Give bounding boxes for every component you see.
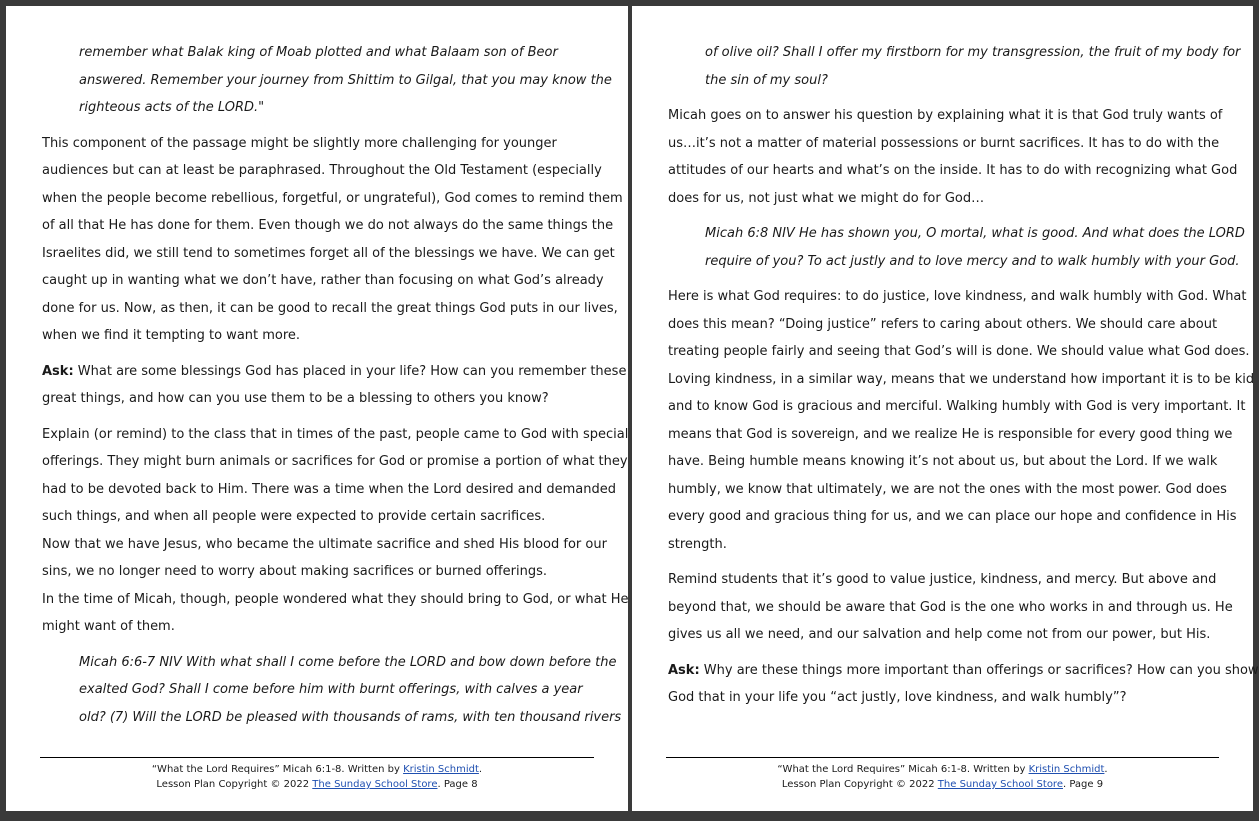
store-link[interactable]: The Sunday School Store bbox=[312, 779, 438, 790]
text-line: Israelites did, we still tend to sometimes forget all of the blessings we have. We can get bbox=[42, 245, 615, 261]
text-line: great things, and how can you use them to be a blessing to others you know? bbox=[42, 391, 549, 406]
page-body bbox=[668, 39, 1259, 720]
text-line: strength. bbox=[668, 536, 727, 552]
text-line: righteous acts of the LORD." bbox=[79, 100, 265, 115]
document-page-9 bbox=[632, 6, 1259, 811]
scripture-quote-continued bbox=[79, 39, 612, 122]
text-line bbox=[42, 358, 627, 386]
page-footer bbox=[666, 757, 1219, 792]
text-line: of olive oil? Shall I offer my firstborn for my transgression, the fruit of my body for bbox=[705, 45, 1241, 60]
text-line: require of you? To act justly and to love mercy and to walk humbly with your God. bbox=[705, 253, 1240, 269]
text-line: attitudes of our hearts and what’s on the inside. It has to do with recognizing what God bbox=[668, 163, 1238, 178]
document-page-8 bbox=[6, 6, 628, 811]
text-line: caught up in wanting what we don’t have, rather than focusing on what God’s already bbox=[42, 273, 604, 288]
footer-line-1 bbox=[666, 762, 1219, 777]
text-line: beyond that, we should be aware that God is the one who works in and through us. He bbox=[668, 599, 1233, 615]
ask-question bbox=[668, 657, 1259, 712]
text-line: had to be devoted back to Him. There was a time when the Lord desired and demanded bbox=[42, 481, 616, 497]
text-line: audiences but can at least be paraphrased. Throughout the Old Testament (especially bbox=[42, 163, 602, 178]
text-line: God that in your life you “act justly, love kindness, and walk humbly”? bbox=[668, 690, 1127, 705]
footer-text: . bbox=[478, 764, 483, 775]
page-body bbox=[42, 39, 629, 739]
text-line: the sin of my soul? bbox=[705, 72, 828, 88]
footer-text: “What the Lord Requires” Micah 6:1-8. Written by bbox=[151, 764, 404, 775]
footer-line-2 bbox=[666, 777, 1219, 792]
text-line: This component of the passage might be slightly more challenging for younger bbox=[42, 135, 557, 151]
paragraph-explain bbox=[42, 421, 629, 641]
ask-question bbox=[42, 358, 627, 413]
text-line: does this mean? “Doing justice” refers to caring about others. We should care about bbox=[668, 316, 1218, 332]
text-line: does for us, not just what we might do for God… bbox=[668, 190, 985, 206]
paragraph-requirements bbox=[668, 283, 1255, 558]
paragraph-micah-answer bbox=[668, 102, 1238, 212]
text-line: Explain (or remind) to the class that in times of the past, people came to God with special bbox=[42, 426, 629, 442]
text-line: means that God is sovereign, and we realize He is responsible for every good thing we bbox=[668, 426, 1233, 442]
text-line: exalted God? Shall I come before him with burnt offerings, with calves a year bbox=[79, 682, 583, 697]
text-line: Micah 6:8 NIV He has shown you, O mortal, what is good. And what does the LORD bbox=[705, 226, 1245, 241]
text-line: Micah goes on to answer his question by explaining what it is that God truly wants of bbox=[668, 108, 1223, 123]
text-line: sins, we no longer need to worry about making sacrifices or burned offerings. bbox=[42, 564, 547, 579]
text-line: In the time of Micah, though, people wondered what they should bring to God, or what He bbox=[42, 591, 629, 607]
ask-text: What are some blessings God has placed in your life? How can you remember these bbox=[73, 363, 627, 379]
text-line: Micah 6:6-7 NIV With what shall I come before the LORD and bow down before the bbox=[79, 654, 617, 670]
text-line: humbly, we know that ultimately, we are not the ones with the most power. God does bbox=[668, 481, 1227, 497]
text-line: such things, and when all people were expected to provide certain sacrifices. bbox=[42, 509, 546, 524]
text-line: of all that He has done for them. Even though we do not always do the same things the bbox=[42, 218, 614, 233]
ask-label: Ask: bbox=[42, 363, 74, 379]
text-line: gives us all we need, and our salvation and help come not from our power, but His. bbox=[668, 627, 1211, 642]
text-line bbox=[668, 657, 1259, 685]
text-line: Here is what God requires: to do justice, love kindness, and walk humbly with God. What bbox=[668, 289, 1247, 304]
text-line: remember what Balak king of Moab plotted and what Balaam son of Beor bbox=[79, 45, 558, 60]
text-line: Remind students that it’s good to value justice, kindness, and mercy. But above and bbox=[668, 572, 1217, 587]
page-footer bbox=[40, 757, 594, 792]
paragraph-component bbox=[42, 130, 623, 350]
text-line: Loving kindness, in a similar way, means that we understand how important it is to be kid bbox=[668, 371, 1255, 387]
text-line: when we find it tempting to want more. bbox=[42, 328, 301, 343]
text-line: every good and gracious thing for us, and we can place our hope and confidence in His bbox=[668, 509, 1237, 524]
ask-text: Why are these things more important than offerings or sacrifices? How can you show bbox=[699, 662, 1259, 678]
footer-text: “What the Lord Requires” Micah 6:1-8. Written by bbox=[777, 764, 1029, 775]
text-line: might want of them. bbox=[42, 619, 175, 634]
footer-text: Lesson Plan Copyright © 2022 bbox=[781, 779, 938, 790]
store-link[interactable]: The Sunday School Store bbox=[937, 779, 1063, 790]
text-line: have. Being humble means knowing it’s not about us, but about the Lord. If we walk bbox=[668, 454, 1218, 469]
text-line: when the people become rebellious, forgetful, or ungrateful), God comes to remind them bbox=[42, 190, 623, 206]
ask-label: Ask: bbox=[668, 662, 700, 678]
page-number: . Page 8 bbox=[437, 779, 478, 790]
text-line: answered. Remember your journey from Shittim to Gilgal, that you may know the bbox=[79, 72, 612, 88]
scripture-quote-micah-6-6 bbox=[79, 649, 622, 732]
footer-text: . bbox=[1104, 764, 1108, 775]
text-line: offerings. They might burn animals or sacrifices for God or promise a portion of what they bbox=[42, 454, 628, 469]
paragraph-remind bbox=[668, 566, 1233, 649]
text-line: done for us. Now, as then, it can be good to recall the great things God puts in our lives, bbox=[42, 300, 618, 316]
text-line: and to know God is gracious and merciful. Walking humbly with God is very important. It bbox=[668, 399, 1246, 414]
text-line: Now that we have Jesus, who became the ultimate sacrifice and shed His blood for our bbox=[42, 536, 607, 552]
page-number: . Page 9 bbox=[1062, 779, 1104, 790]
scripture-quote-micah-6-8 bbox=[705, 220, 1245, 275]
text-line: old? (7) Will the LORD be pleased with thousands of rams, with ten thousand rivers bbox=[79, 709, 622, 725]
scripture-quote-continued bbox=[705, 39, 1241, 94]
text-line: treating people fairly and seeing that God’s will is done. We should value what God does. bbox=[668, 344, 1250, 359]
footer-line-1 bbox=[40, 762, 594, 777]
author-link[interactable]: Kristin Schmidt bbox=[403, 764, 479, 775]
author-link[interactable]: Kristin Schmidt bbox=[1028, 764, 1105, 775]
footer-text: Lesson Plan Copyright © 2022 bbox=[156, 779, 313, 790]
text-line: us…it’s not a matter of material possessions or burnt sacrifices. It has to do with the bbox=[668, 135, 1220, 151]
footer-line-2 bbox=[40, 777, 594, 792]
